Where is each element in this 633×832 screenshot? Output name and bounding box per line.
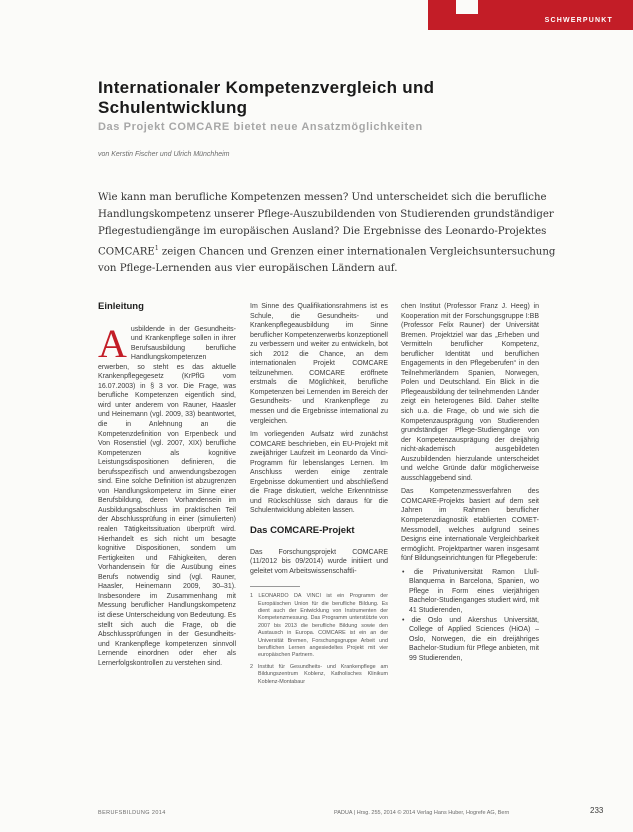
paragraph <box>98 320 236 669</box>
footnote-1: 1 LEONARDO DA VINCI ist ein Programm der Europäischen Union für die berufliche Bildung. Es dient auch der Entwicklung von Instrumenten der Kompetenzmessung. Das Programm unterstützte von 2007 bis 2013 die berufliche Bildung sowie den Austausch in Europa. COMCARE ist ein an der Universität Bremen, Forschungsgruppe Arbeit und beruflichen Lernen angesiedeltes Projekt mit vier europäischen Partnern. <box>250 593 388 659</box>
article-authors: von Kerstin Fischer und Ulrich Münchheim <box>98 151 230 158</box>
tab-notch <box>456 0 478 14</box>
section-heading-einleitung: Einleitung <box>98 301 144 312</box>
paragraph: Im vorliegenden Aufsatz wird zunächst COMCARE beschrieben, ein EU-Projekt mit zweijähriger Laufzeit im Leonardo da Vinci-Programm für lebenslanges Lernen. Im Anschluss werden einige zentrale Ergebnisse dokumentiert und abschließend die Frage diskutiert, welche Erkenntnisse und Rückschlüsse sich daraus für die Schulentwicklung ableiten lassen. <box>250 431 388 515</box>
lead-text: Wie kann man berufliche Kompetenzen messen? Und unterscheidet sich die berufliche Handlungskompetenz unserer Pflege-Auszubildenden von Studierenden grundständiger Pflegestudiengänge im europäischen Ausland? Die Ergebnisse des Leonardo-Projektes COMCARE <box>98 192 554 258</box>
list-item: • die Privatuniversität Ramon Llull-Blanquerna in Barcelona, Spanien, wo Pflege in Form eines vierjährigen Bachelor-Studienganges studiert wird, mit 41 Studierenden, <box>401 568 539 616</box>
column-3 <box>401 302 539 663</box>
article-lead <box>98 189 568 277</box>
article-title: Internationaler Kompetenzvergleich und Schulentwicklung <box>98 78 435 117</box>
list-item: • die Oslo und Akershus Universität, College of Applied Sciences (HiOA) – Oslo, Norwegen, die ein dreijähriges Bachelor-Studium für Pflege anbieten, mit 99 Studierenden, <box>401 616 539 664</box>
column-1 <box>98 302 236 672</box>
partner-list <box>401 568 539 663</box>
column-2 <box>250 302 388 690</box>
paragraph: Im Sinne des Qualifikationsrahmens ist es Schule, die Gesundheits- und Krankenpflegeausbildung im Sinne beruflicher Kompetenzerwerbs konzeptionell zu verbessern und weiter zu entwickeln, bot sich 2012 die Chance, an dem internationalen Projekt COMCARE teilzunehmen. COMCARE eröffnete erstmals die Möglichkeit, berufliche Kompetenzen bei Lernenden im Bereich der Gesundheits- und Krankenpflege zu messen und die Ergebnisse international zu vergleichen. <box>250 303 388 425</box>
paragraph: chen Institut (Professor Franz J. Heeg) in Kooperation mit der Forschungsgruppe I:BB (Professor Felix Rauner) der Universität Bremen. Projektziel war das „Erheben und Vermitteln beruflicher Kompetenz, beruflicher Identität und beruflichen Engagements in den Pflegeberufen“ in den Teilnehmerländern Spanien, Norwegen, Polen und Deutschland. Ein Blick in die Pflegeausbildung der teilnehmenden Länder zeigt ein heterogenes Bild. Daher stellte sich u.a. die Frage, ob und wie sich die Kompetenzausprägung von Studierenden grundständiger Pflege-Studiengänge von der Kompetenzausprägung der dreijährig nicht-akademisch ausgebildeten Auszubildenden hierzulande unterscheidet und welche Gründe dafür möglicherweise ausschlaggebend sind. <box>401 303 539 482</box>
paragraph: Das Kompetenzmessverfahren des COMCARE-Projekts basiert auf dem seit Jahren im Rahmen beruflicher Kompetenzdiagnostik etablierten COMET-Messmodell, welches aufgrund seines Designs eine internationale Vergleichbarkeit ermöglicht. Projektpartner waren insgesamt fünf Bildungseinrichtungen für Pflegeberufe: <box>401 488 539 563</box>
lead-footnote-ref: 1 <box>154 245 159 252</box>
section-label: SCHWERPUNKT <box>544 17 613 24</box>
footnote-2: 2 Institut für Gesundheits- und Krankenpflege am Bildungszentrum Koblenz, Katholisches Klinikum Koblenz-Montabaur <box>250 663 388 685</box>
article-subtitle: Das Projekt COMCARE bietet neue Ansatzmöglichkeiten <box>98 121 423 133</box>
lead-text-end: zeigen Chancen und Grenzen einer internationalen Vergleichsuntersuchung von Pflege-Lernenden aus vier europäischen Ländern auf. <box>98 246 556 275</box>
section-heading-comcare: Das COMCARE-Projekt <box>250 525 355 537</box>
footer-right: PADUA | Hrsg. 255, 2014 © 2014 Verlag Hans Huber, Hogrefe AG, Bern <box>334 810 510 816</box>
drop-cap: A <box>98 320 127 366</box>
paragraph: Das Forschungsprojekt COMCARE (11/2012 bis 09/2014) wurde initiiert und geleitet vom Arbeitswissenschaftli- <box>250 548 388 575</box>
page-number: 233 <box>590 806 604 815</box>
paragraph-text: usbildende in der Gesundheits- und Krankenpflege sollen in ihrer Berufsausbildung berufliche Handlungskompetenzen erwerben, so steht es das aktuelle Krankenpflegegesetz (KrPflG vom 16.07.2003) in § 3 vor. Die Frage, was berufliche Kompetenzen eigentlich sind, wird unter anderem von Rauner, Haasler und Heinemann (vgl. 2009, 33) beantwortet, die in Anlehnung an die Kompetenzdefinition von Erpenbeck und Von Rosenstiel (vgl. 2007, XIX) berufliche Kompetenzen als kognitive Leistungsdispositionen definieren, die berufsspezifisch und anwendungsbezogen sind. Eine solche Definition ist abzugrenzen von Handlungskompetenz im Sinne einer Berufsbildung, deren Vorhandensein im Ausbildungsabschluss im praktischen Teil der Abschlussprüfung in einer (simulierten) realen Tätigkeitssituation überprüft wird. Hierhandelt es sich nicht um besagte kognitive Dispositionen, sondern um Fertigkeiten und Fähigkeiten, deren Vorhandensein für die Ausübung eines Berufs notwendig sind (vgl. Rauner, Haasler, Heinemann 2009, 30–31). Insbesondere im Zusammenhang mit Messung beruflicher Handlungskompetenz ist diese Unterscheidung von Bedeutung. Es stellt sich auch die Frage, ob die Abschlussprüfungen in der Gesundheits- und Krankenpflege kompetenzen sinnvoll Lernende einordnen oder eher als Lernerfolgskontrollen zu verstehen sind. <box>98 325 236 667</box>
footnote-divider <box>250 586 300 587</box>
footer-left: BERUFSBILDUNG 2014 <box>98 810 166 816</box>
